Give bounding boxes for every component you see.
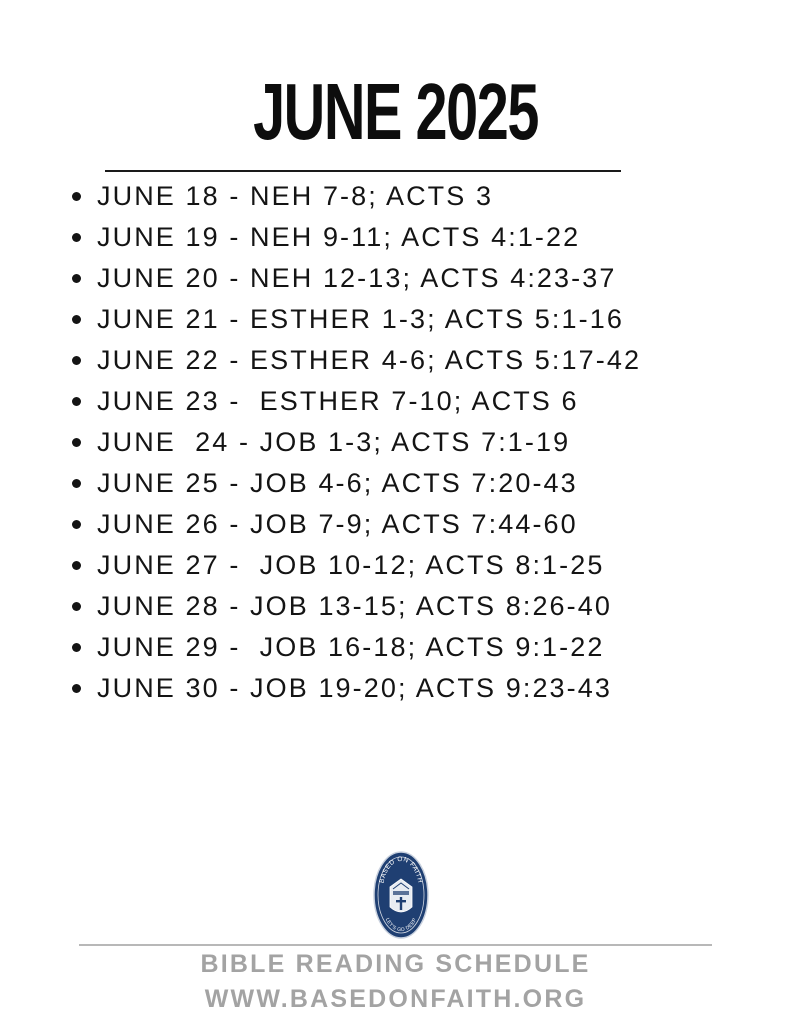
schedule-item bbox=[68, 668, 768, 709]
bullet-icon bbox=[72, 397, 81, 406]
title-underline bbox=[105, 170, 621, 172]
reading-schedule-list bbox=[68, 176, 768, 709]
schedule-item-text: JUNE 19 - NEH 9-11; ACTS 4:1-22 bbox=[97, 222, 581, 252]
footer-divider bbox=[79, 944, 712, 946]
schedule-item bbox=[68, 299, 768, 340]
footer-title: BIBLE READING SCHEDULE bbox=[200, 950, 591, 978]
schedule-item bbox=[68, 504, 768, 545]
schedule-item-text: JUNE 27 - JOB 10-12; ACTS 8:1-25 bbox=[97, 550, 605, 580]
schedule-item-text: JUNE 20 - NEH 12-13; ACTS 4:23-37 bbox=[97, 263, 617, 293]
bullet-icon bbox=[72, 356, 81, 365]
schedule-item bbox=[68, 258, 768, 299]
schedule-item bbox=[68, 340, 768, 381]
bullet-icon bbox=[72, 233, 81, 242]
schedule-item-text: JUNE 28 - JOB 13-15; ACTS 8:26-40 bbox=[97, 591, 612, 621]
bullet-icon bbox=[72, 520, 81, 529]
based-on-faith-logo-icon bbox=[373, 851, 429, 939]
schedule-item bbox=[68, 463, 768, 504]
schedule-item bbox=[68, 586, 768, 627]
schedule-item-text: JUNE 18 - NEH 7-8; ACTS 3 bbox=[97, 181, 494, 211]
page-title: JUNE 2025 bbox=[253, 67, 538, 156]
bullet-icon bbox=[72, 274, 81, 283]
schedule-item-text: JUNE 21 - ESTHER 1-3; ACTS 5:1-16 bbox=[97, 304, 624, 334]
svg-text:LET'S GO DEEP: LET'S GO DEEP bbox=[383, 917, 419, 934]
bullet-icon bbox=[72, 602, 81, 611]
schedule-item-text: JUNE 25 - JOB 4-6; ACTS 7:20-43 bbox=[97, 468, 578, 498]
schedule-item bbox=[68, 176, 768, 217]
bullet-icon bbox=[72, 561, 81, 570]
schedule-item-text: JUNE 30 - JOB 19-20; ACTS 9:23-43 bbox=[97, 673, 612, 703]
bullet-icon bbox=[72, 315, 81, 324]
bullet-icon bbox=[72, 643, 81, 652]
schedule-item-text: JUNE 29 - JOB 16-18; ACTS 9:1-22 bbox=[97, 632, 605, 662]
svg-text:BASED ON FAITH: BASED ON FAITH bbox=[378, 855, 424, 884]
footer-website: WWW.BASEDONFAITH.ORG bbox=[204, 985, 587, 1013]
schedule-item-text: JUNE 23 - ESTHER 7-10; ACTS 6 bbox=[97, 386, 579, 416]
schedule-item bbox=[68, 381, 768, 422]
bullet-icon bbox=[72, 684, 81, 693]
schedule-item-text: JUNE 22 - ESTHER 4-6; ACTS 5:17-42 bbox=[97, 345, 642, 375]
bullet-icon bbox=[72, 438, 81, 447]
schedule-item-text: JUNE 24 - JOB 1-3; ACTS 7:1-19 bbox=[97, 427, 571, 457]
schedule-item bbox=[68, 627, 768, 668]
bullet-icon bbox=[72, 192, 81, 201]
schedule-item bbox=[68, 217, 768, 258]
schedule-item-text: JUNE 26 - JOB 7-9; ACTS 7:44-60 bbox=[97, 509, 578, 539]
schedule-item bbox=[68, 422, 768, 463]
schedule-item bbox=[68, 545, 768, 586]
bullet-icon bbox=[72, 479, 81, 488]
